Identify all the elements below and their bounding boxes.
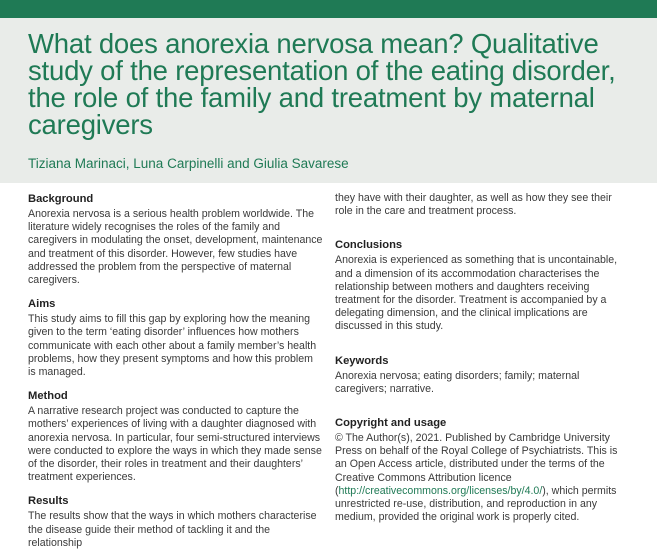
copyright-text-before: © The Author(s), 2021. Published by Cambridge University Press on behalf of the Royal College of Psychiatrists. This is an Open Access article, distributed under the terms of the Creative Commons Attribution licence (	[335, 432, 618, 497]
keywords-heading: Keywords	[335, 354, 389, 367]
copyright-text-after: ), which permits unrestricted re-use, distribution, and reproduction in any medium, provided the original work is properly cited.	[335, 484, 617, 524]
article-title: What does anorexia nervosa mean? Qualitative study of the representation of the eating disorder, the role of the family and treatment by maternal caregivers	[28, 28, 616, 140]
license-link[interactable]: http://creativecommons.org/licenses/by/4.0/	[338, 484, 543, 497]
top-accent-bar	[0, 0, 657, 18]
results-text: The results show that the ways in which mothers characterise the disease guide their method of tackling it and the relationship	[28, 510, 317, 549]
results-heading: Results	[28, 495, 69, 508]
method-heading: Method	[28, 390, 68, 403]
copyright-heading: Copyright and usage	[335, 417, 447, 430]
aims-text: This study aims to fill this gap by exploring how the meaning given to the term ‘eating disorder’ influences how mothers communicate with each other about a family member’s health problems, how they present symptoms and how this problem is managed.	[28, 313, 317, 379]
keywords-text: Anorexia nervosa; eating disorders; family; maternal caregivers; narrative.	[335, 369, 580, 395]
abstract-left-column	[28, 192, 323, 560]
background-heading: Background	[28, 193, 94, 205]
conclusions-text: Anorexia is experienced as something that is uncontainable, and a dimension of its accommodation characterises the relationship between mothers and daughters receiving treatment for the disorder. Treatment is accompanied by a delegating dimension, and the clinical implications are discussed in this study.	[335, 254, 618, 333]
background-text: Anorexia nervosa is a serious health problem worldwide. The literature widely recognises the roles of the family and caregivers in modulating the onset, development, maintenance and treatment of this disorder. However, few studies have addressed the problem from the perspective of maternal caregivers.	[28, 208, 323, 287]
author-list: Tiziana Marinaci, Luna Carpinelli and Giulia Savarese	[28, 156, 349, 171]
abstract-right-column	[335, 192, 630, 524]
conclusions-heading: Conclusions	[335, 239, 403, 252]
copyright-text	[335, 432, 630, 524]
method-text: A narrative research project was conducted to capture the mothers’ experiences of living with a daughter diagnosed with anorexia nervosa. In particular, four semi-structured interviews were conducted to explore the ways in which they made sense of the disorder, their roles in treatment and their daughters’ treatment experiences.	[28, 405, 322, 484]
aims-heading: Aims	[28, 298, 56, 311]
results-continued-text: they have with their daughter, as well as how they see their role in the care and treatment process.	[335, 192, 612, 218]
